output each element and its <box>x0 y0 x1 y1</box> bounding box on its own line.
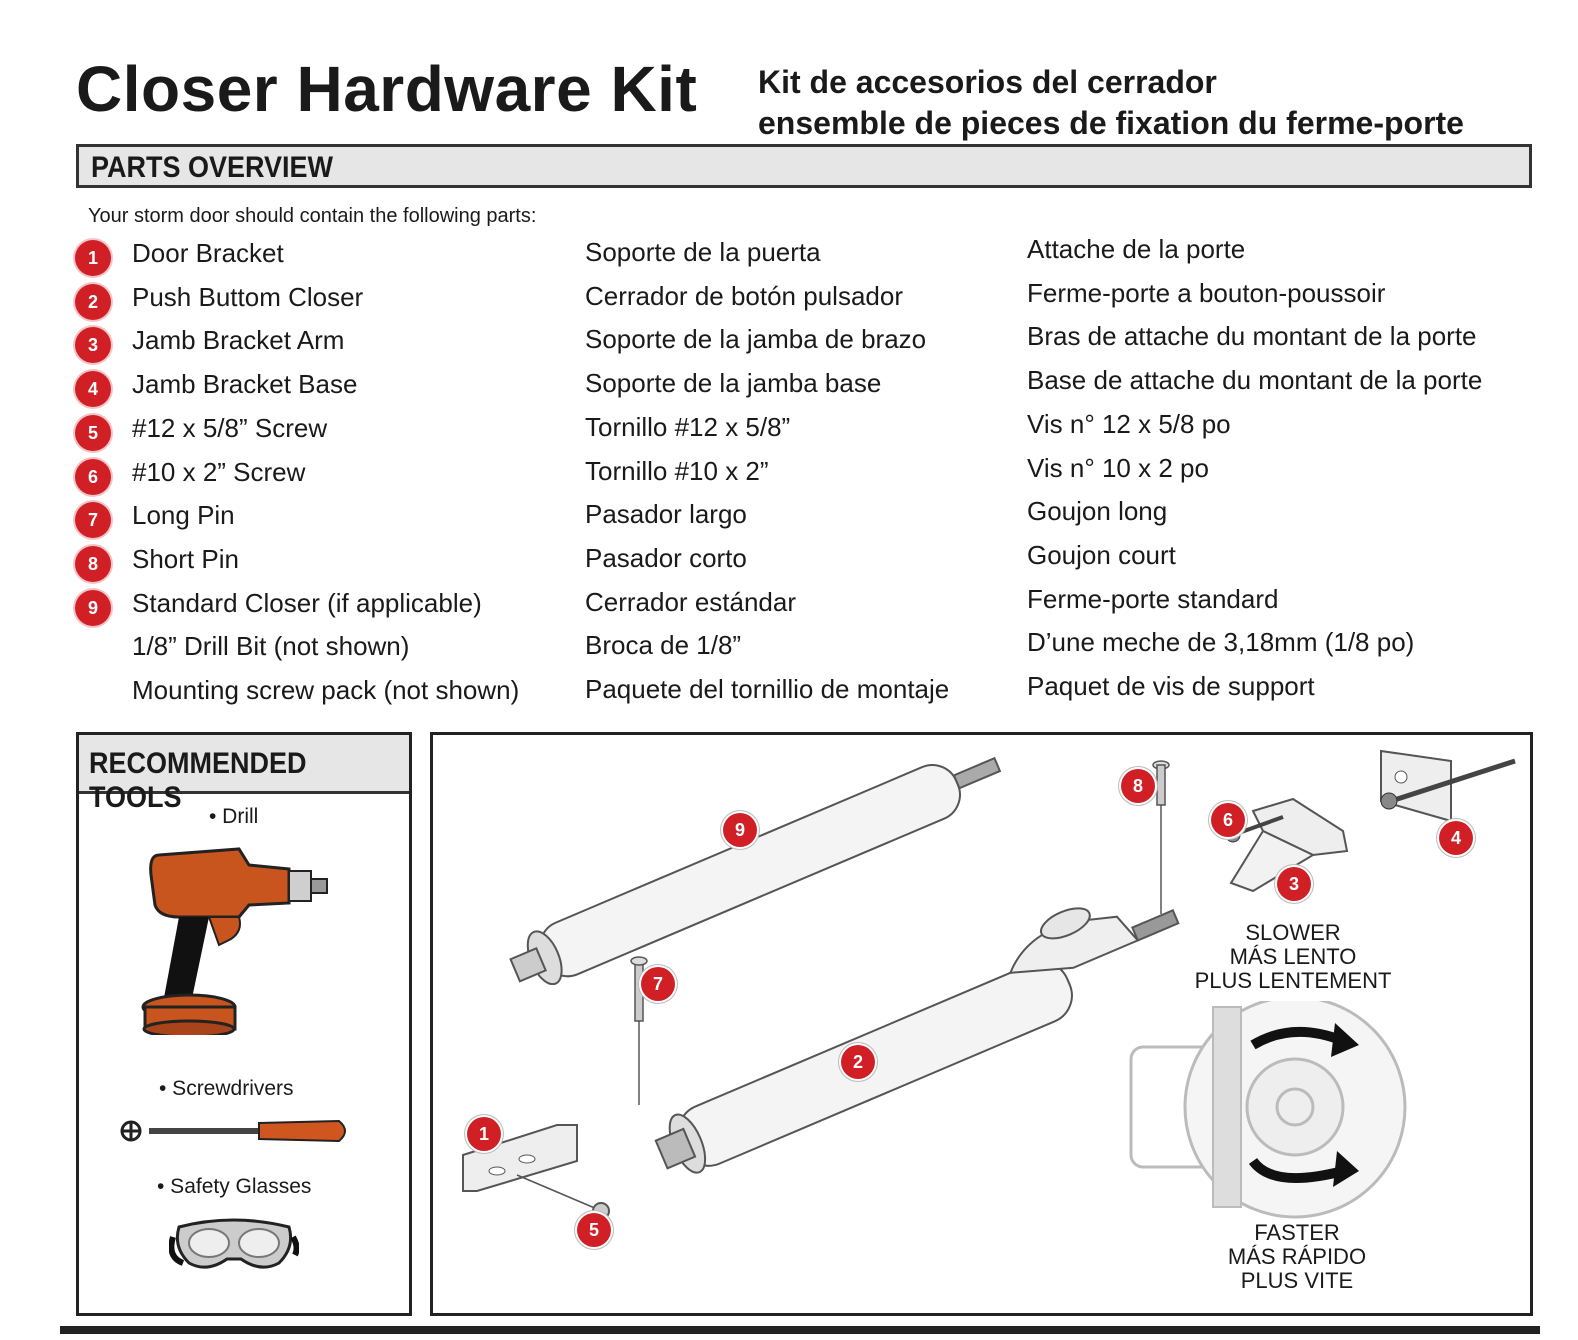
faster-label <box>1197 1221 1397 1293</box>
part-number-badge: 2 <box>75 284 111 320</box>
part-name-english: Short Pin <box>132 544 239 574</box>
part-number-badge: 4 <box>75 371 111 407</box>
parts-overview-heading-text: PARTS OVERVIEW <box>91 151 334 184</box>
speed-adjustment-diagram <box>1123 1001 1423 1231</box>
faster-label-en: FASTER <box>1254 1220 1340 1245</box>
part-name-english: 1/8” Drill Bit (not shown) <box>132 631 410 661</box>
safety-glasses-icon <box>169 1207 299 1277</box>
part-row <box>0 627 1578 675</box>
callout-5: 5 <box>577 1213 611 1247</box>
part-name-french: Bras de attache du montant de la porte <box>1027 321 1477 351</box>
part-row <box>0 584 1578 632</box>
part-name-english: Jamb Bracket Arm <box>132 325 345 355</box>
part-name-french: Ferme-porte standard <box>1027 584 1279 614</box>
slower-label-fr: PLUS LENTEMENT <box>1194 968 1392 993</box>
part-name-spanish: Tornillo #12 x 5/8” <box>585 412 791 442</box>
part-number-badge: 8 <box>75 546 111 582</box>
part-row <box>0 453 1578 501</box>
part-row <box>0 321 1578 369</box>
recommended-tools-panel <box>76 732 412 1316</box>
part-name-english: Push Buttom Closer <box>132 282 364 312</box>
part-name-english: Jamb Bracket Base <box>132 369 358 399</box>
part-row <box>0 409 1578 457</box>
part-name-french: Paquet de vis de support <box>1027 671 1315 701</box>
parts-diagram-panel <box>430 732 1533 1316</box>
part-name-french: Base de attache du montant de la porte <box>1027 365 1483 395</box>
part-row <box>0 278 1578 326</box>
part-number-badge: 6 <box>75 459 111 495</box>
parts-intro: Your storm door should contain the following parts: <box>88 205 537 227</box>
part-name-spanish: Tornillo #10 x 2” <box>585 456 769 486</box>
callout-7: 7 <box>641 967 675 1001</box>
part-name-french: Goujon court <box>1027 540 1176 570</box>
drill-icon <box>139 835 339 1035</box>
callout-8: 8 <box>1121 769 1155 803</box>
part-name-french: Attache de la porte <box>1027 234 1246 264</box>
jamb-bracket-base-illustration <box>1371 741 1521 831</box>
part-name-spanish: Soporte de la jamba de brazo <box>585 324 927 354</box>
tool-label-safety-glasses: • Safety Glasses <box>157 1175 312 1198</box>
part-name-french: Goujon long <box>1027 496 1168 526</box>
part-name-french: Ferme-porte a bouton-poussoir <box>1027 278 1386 308</box>
callout-2: 2 <box>841 1045 875 1079</box>
part-row <box>0 540 1578 588</box>
part-name-english: #12 x 5/8” Screw <box>132 413 328 443</box>
bottom-rule <box>60 1326 1540 1334</box>
part-row <box>0 671 1578 719</box>
push-button-closer-illustration <box>623 865 1203 1185</box>
slower-label-es: MÁS LENTO <box>1229 944 1357 969</box>
part-row <box>0 234 1578 282</box>
part-name-spanish: Soporte de la jamba base <box>585 368 882 398</box>
callout-4: 4 <box>1439 821 1473 855</box>
parts-overview-heading <box>76 144 1532 188</box>
tools-heading <box>79 735 409 814</box>
part-row <box>0 496 1578 544</box>
part-name-spanish: Cerrador de botón pulsador <box>585 281 903 311</box>
part-name-spanish: Broca de 1/8” <box>585 630 742 660</box>
part-name-french: D’une meche de 3,18mm (1/8 po) <box>1027 627 1415 657</box>
subtitle-spanish: Kit de accesorios del cerrador <box>758 64 1217 100</box>
part-name-french: Vis n° 10 x 2 po <box>1027 453 1209 483</box>
part-name-spanish: Pasador largo <box>585 499 747 529</box>
faster-label-es: MÁS RÁPIDO <box>1227 1244 1367 1269</box>
callout-3: 3 <box>1277 867 1311 901</box>
part-name-english: Standard Closer (if applicable) <box>132 588 482 618</box>
screwdriver-icon <box>119 1111 359 1151</box>
part-number-badge: 1 <box>75 240 111 276</box>
part-name-spanish: Cerrador estándar <box>585 587 796 617</box>
part-name-english: Mounting screw pack (not shown) <box>132 675 520 705</box>
part-name-spanish: Pasador corto <box>585 543 747 573</box>
tools-heading-text: RECOMMENDED TOOLS <box>89 747 307 814</box>
part-row <box>0 365 1578 413</box>
subtitle-french: ensemble de pieces de fixation du ferme-porte <box>758 105 1464 141</box>
tool-label-drill: • Drill <box>209 805 259 828</box>
slower-label <box>1193 921 1393 993</box>
page-subtitle <box>758 62 1464 144</box>
tool-label-screwdrivers: • Screwdrivers <box>159 1077 294 1100</box>
faster-label-fr: PLUS VITE <box>1240 1268 1354 1293</box>
part-number-badge: 3 <box>75 327 111 363</box>
part-number-badge: 5 <box>75 415 111 451</box>
part-name-english: Long Pin <box>132 500 235 530</box>
slower-label-en: SLOWER <box>1245 920 1341 945</box>
part-number-badge: 9 <box>75 590 111 626</box>
part-name-english: #10 x 2” Screw <box>132 457 306 487</box>
callout-9: 9 <box>723 813 757 847</box>
callout-6: 6 <box>1211 803 1245 837</box>
callout-1: 1 <box>467 1117 501 1151</box>
page-title: Closer Hardware Kit <box>76 53 698 125</box>
part-name-english: Door Bracket <box>132 238 284 268</box>
part-number-badge: 7 <box>75 502 111 538</box>
part-name-french: Vis n° 12 x 5/8 po <box>1027 409 1231 439</box>
part-name-spanish: Soporte de la puerta <box>585 237 821 267</box>
part-name-spanish: Paquete del tornillio de montaje <box>585 674 950 704</box>
